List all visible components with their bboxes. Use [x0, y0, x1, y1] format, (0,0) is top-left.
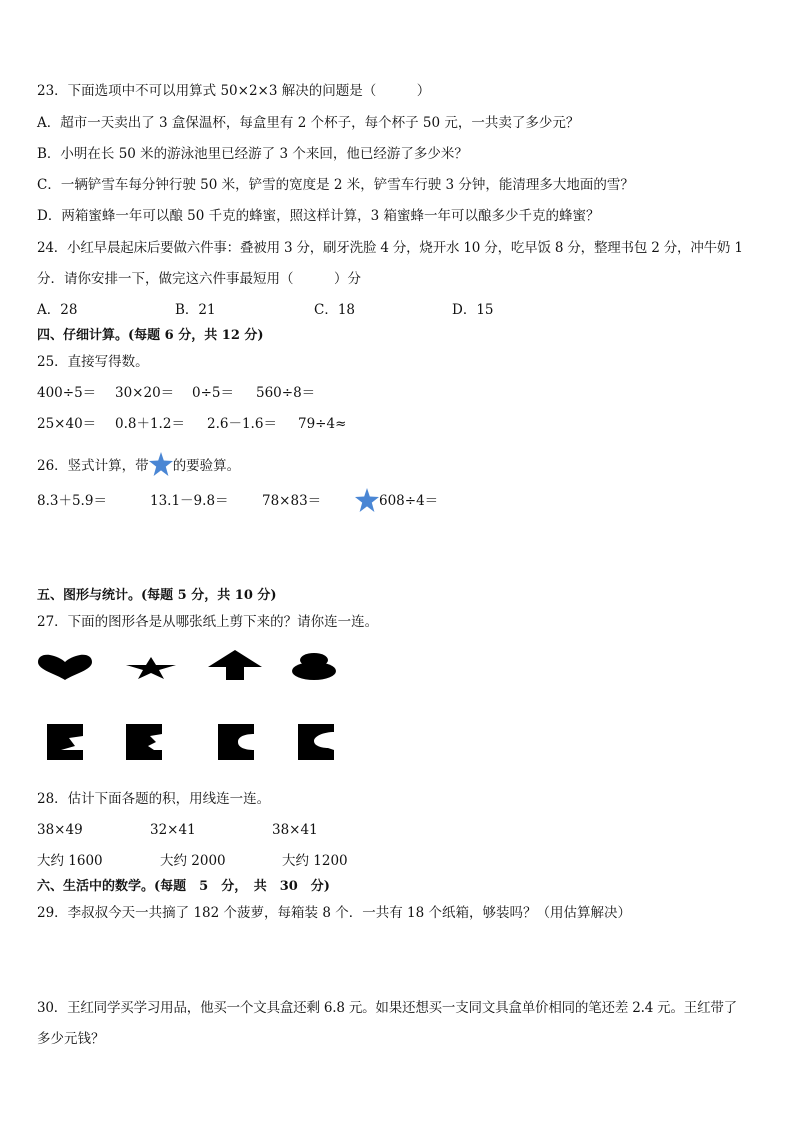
star-icon: [355, 488, 379, 516]
q26-item: 78×83＝: [262, 493, 322, 509]
q25-item: 400÷5＝: [37, 385, 97, 401]
paper-sheet-a-icon: [47, 724, 83, 760]
q28-stem: 28．估计下面各题的积，用线连一连。: [37, 791, 271, 807]
q25-stem: 25．直接写得数。: [37, 354, 149, 370]
q28-estimate: 大约 1600: [37, 853, 103, 869]
q24-line2: 分．请你安排一下，做完这六件事最短用（ ）分: [37, 271, 361, 287]
q28-estimate: 大约 2000: [160, 853, 226, 869]
q24-option-c: C．18: [314, 302, 356, 318]
paper-sheet-b-icon: [126, 724, 162, 760]
q24-option-d: D．15: [452, 302, 494, 318]
q25-item: 25×40＝: [37, 416, 97, 432]
star-shape-icon: [126, 657, 176, 679]
q26-item: 608÷4＝: [379, 493, 439, 509]
section-4-heading: 四、仔细计算。(每题 6 分，共 12 分): [37, 328, 264, 343]
paper-sheet-d-icon: [298, 724, 334, 760]
q28-product: 32×41: [150, 822, 196, 838]
q26-stem-post: 的要验算。: [172, 458, 241, 474]
q24-option-b: B．21: [175, 302, 216, 318]
q25-item: 2.6－1.6＝: [207, 416, 277, 432]
q29-stem: 29．李叔叔今天一共摘了 182 个菠萝，每箱装 8 个．一共有 18 个纸箱，够装吗？（用估算解决）: [37, 905, 631, 921]
q24-line1: 24．小红早晨起床后要做六件事：叠被用 3 分，刷牙洗脸 4 分，烧开水 10 分，吃早饭 8 分，整理书包 2 分，冲牛奶 1: [37, 240, 743, 256]
q23-option-a: A．超市一天卖出了 3 盒保温杯，每盒里有 2 个杯子，每个杯子 50 元，一共卖了多少元？: [37, 115, 580, 131]
section-5-heading: 五、图形与统计。(每题 5 分，共 10 分): [37, 588, 277, 603]
q28-product: 38×41: [272, 822, 318, 838]
q26-stem: [37, 452, 240, 476]
q25-item: 79÷4≈: [298, 416, 347, 432]
blob-shape-icon: [292, 652, 336, 680]
q25-item: 0÷5＝: [192, 385, 234, 401]
q28-estimate: 大约 1200: [282, 853, 348, 869]
paper-sheet-c-icon: [218, 724, 254, 760]
q23-stem: 23．下面选项中不可以用算式 50×2×3 解决的问题是（ ）: [37, 83, 431, 99]
q24-option-a: A．28: [37, 302, 78, 318]
section-6-heading: 六、生活中的数学。(每题 5 分， 共 30 分): [37, 879, 330, 894]
q25-item: 0.8＋1.2＝: [115, 416, 185, 432]
q27-stem: 27．下面的图形各是从哪张纸上剪下来的？请你连一连。: [37, 614, 379, 630]
q23-option-d: D．两箱蜜蜂一年可以酿 50 千克的蜂蜜，照这样计算，3 箱蜜蜂一年可以酿多少千克的蜂蜜？: [37, 208, 600, 224]
q23-option-c: C．一辆铲雪车每分钟行驶 50 米，铲雪的宽度是 2 米，铲雪车行驶 3 分钟，能清理多大地面的雪？: [37, 177, 634, 193]
star-icon: [149, 452, 173, 476]
q30-line1: 30．王红同学买学习用品，他买一个文具盒还剩 6.8 元。如果还想买一支同文具盒单价相同的笔还差 2.4 元。王红带了: [37, 1000, 737, 1016]
q30-line2: 多少元钱？: [37, 1031, 105, 1047]
q25-item: 30×20＝: [115, 385, 175, 401]
q26-item: 13.1－9.8＝: [150, 493, 229, 509]
q26-stem-pre: 26．竖式计算，带: [37, 458, 149, 474]
heart-shape-icon: [38, 654, 92, 680]
q23-option-b: B．小明在长 50 米的游泳池里已经游了 3 个来回，他已经游了多少米？: [37, 146, 468, 162]
arrow-up-shape-icon: [208, 650, 262, 680]
q26-item: 8.3＋5.9＝: [37, 493, 107, 509]
q28-product: 38×49: [37, 822, 83, 838]
q25-item: 560÷8＝: [256, 385, 316, 401]
